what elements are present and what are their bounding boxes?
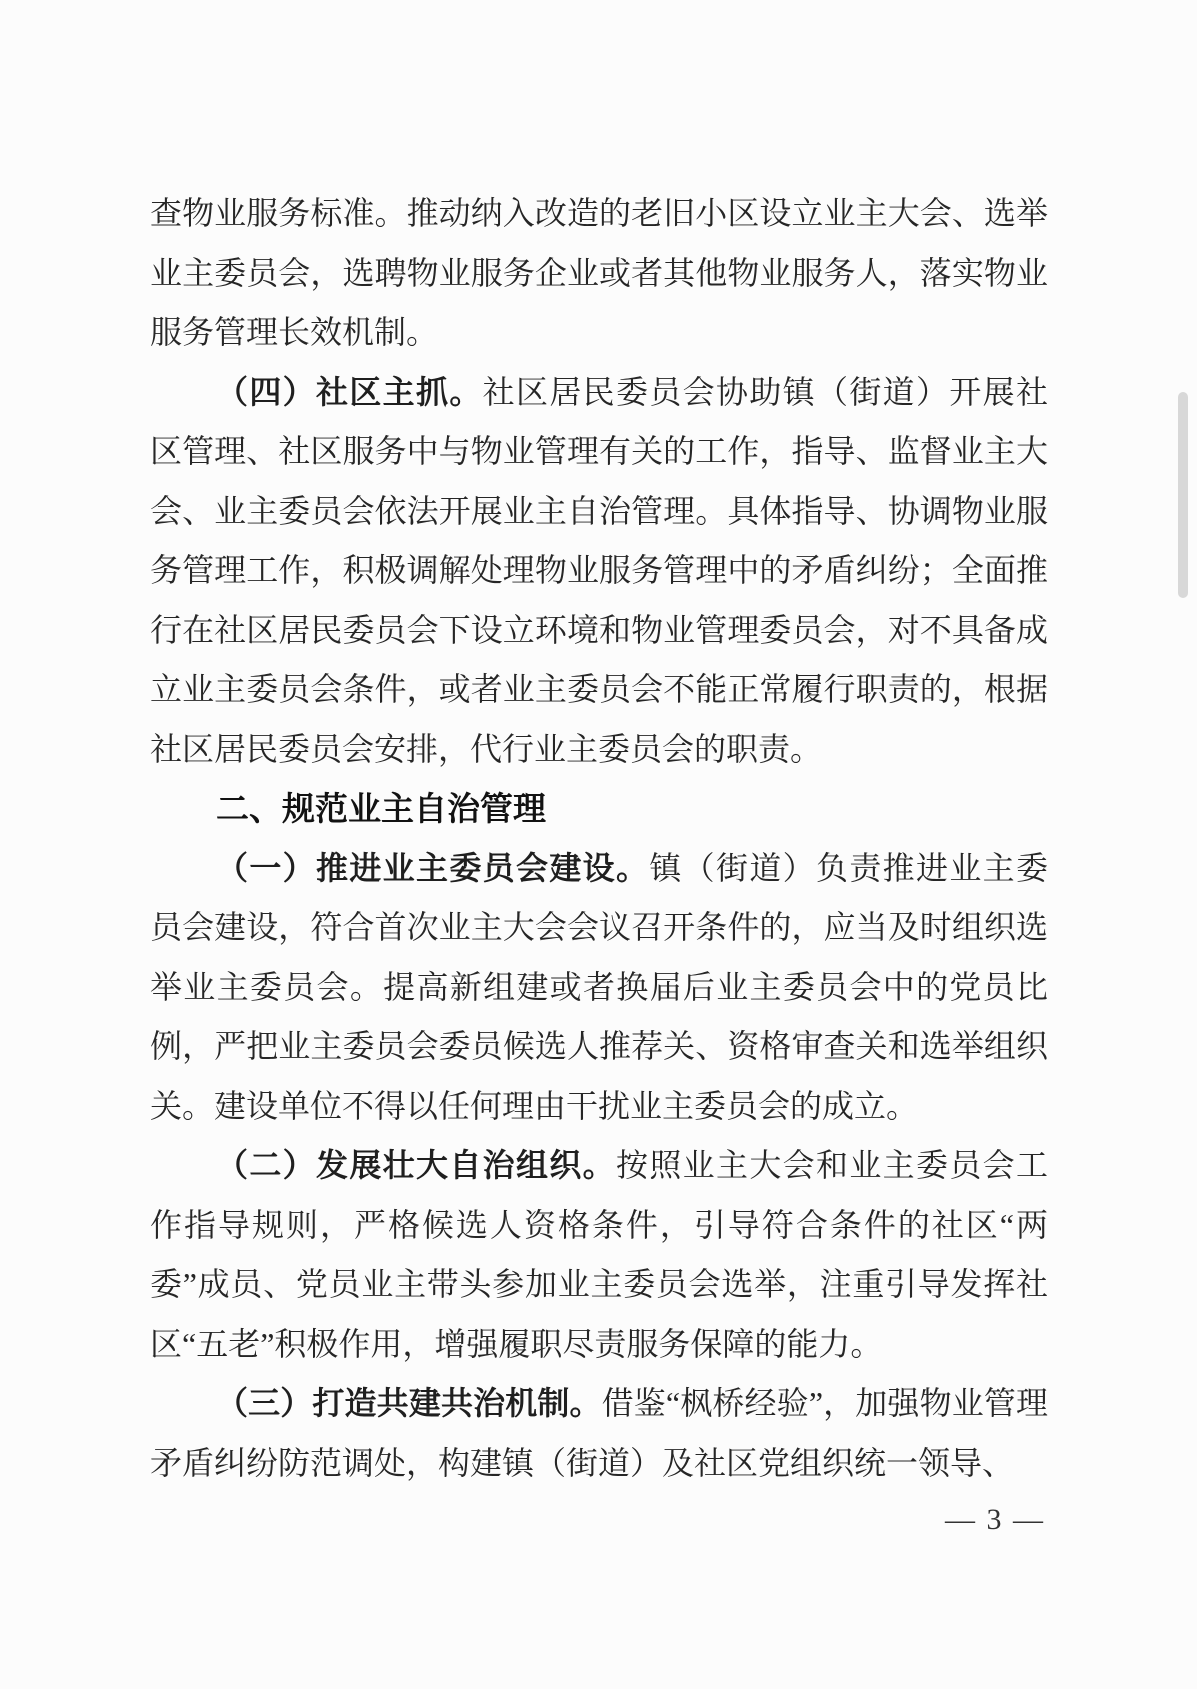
paragraph-lead: （三）打造共建共治机制。: [216, 1385, 602, 1421]
body-text-paragraph: [150, 839, 1048, 1137]
paragraph-text: 镇（街道）负责推进业主委员会建设，符合首次业主大会会议召开条件的，应当及时组织选举业主委员会。提高新组建或者换届后业主委员会中的党员比例，严把业主委员会委员候选人推荐关、资格审查关和选举组织关。建设单位不得以任何理由干扰业主委员会的成立。: [150, 849, 1048, 1124]
document-body: [150, 184, 1048, 1493]
body-text-paragraph: [150, 184, 1048, 363]
paragraph-lead: （一）推进业主委员会建设。: [216, 849, 650, 886]
scrollbar-thumb[interactable]: [1178, 392, 1188, 598]
paragraph-text: 查物业服务标准。推动纳入改造的老旧小区设立业主大会、选举业主委员会，选聘物业服务企业或者其他物业服务人，落实物业服务管理长效机制。: [150, 195, 1048, 350]
paragraph-lead: （四）社区主抓。: [216, 373, 483, 410]
paragraph-text: 社区居民委员会协助镇（街道）开展社区管理、社区服务中与物业管理有关的工作，指导、监督业主大会、业主委员会依法开展业主自治管理。具体指导、协调物业服务管理工作，积极调解处理物业服务管理中的矛盾纠纷；全面推行在社区居民委员会下设立环境和物业管理委员会，对不具备成立业主委员会条件，或者业主委员会不能正常履行职责的，根据社区居民委员会安排，代行业主委员会的职责。: [150, 373, 1048, 767]
body-text-paragraph: [150, 1136, 1048, 1374]
body-text-paragraph: [150, 363, 1048, 780]
paragraph-text: 按照业主大会和业主委员会工作指导规则，严格候选人资格条件，引导符合条件的社区“两委”成员、党员业主带头参加业主委员会选举，注重引导发挥社区“五老”积极作用，增强履职尽责服务保障的能力。: [150, 1147, 1048, 1362]
body-text-paragraph: [150, 1374, 1048, 1493]
page-number: — 3 —: [945, 1503, 1045, 1536]
paragraph-lead: （二）发展壮大自治组织。: [216, 1147, 616, 1183]
paragraph-text: 借鉴“枫桥经验”，加强物业管理矛盾纠纷防范调处，构建镇（街道）及社区党组织统一领导、: [150, 1385, 1048, 1481]
section-heading: 二、规范业主自治管理: [216, 790, 546, 827]
